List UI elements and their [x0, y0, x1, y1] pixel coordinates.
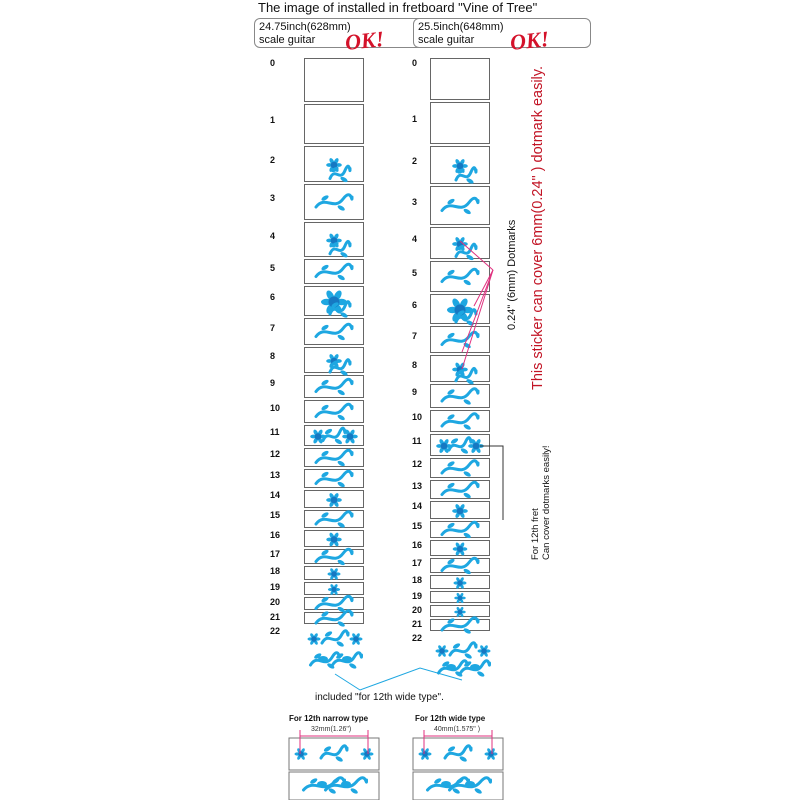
flower-inlay-icon: [454, 592, 465, 603]
fret-number: 21: [270, 612, 281, 622]
left-scale-line1: 24.75inch(628mm): [259, 21, 351, 33]
fret-number: 22: [412, 633, 423, 643]
vine-inlay-icon: [442, 388, 478, 405]
fret-number: 6: [270, 292, 276, 302]
fret-number: 2: [270, 155, 276, 165]
vine-inlay-icon: [442, 269, 478, 286]
fret-number: 5: [412, 267, 418, 278]
fret-number: 13: [412, 480, 423, 491]
flower-inlay-icon: [350, 633, 363, 646]
flower-inlay-icon: [328, 568, 341, 581]
fret-number: 5: [270, 262, 276, 273]
fret-number: 16: [270, 530, 281, 540]
fret-number: 0: [270, 58, 276, 68]
fret-number: 14: [270, 490, 281, 500]
fret-number: 4: [270, 230, 276, 241]
fret-number: 11: [270, 426, 280, 437]
fret-number: 1: [412, 114, 418, 124]
flower-inlay-icon: [478, 645, 491, 658]
right-scale-line1: 25.5inch(648mm): [418, 21, 504, 33]
fret-number: 2: [412, 156, 418, 166]
pointer-line: [335, 668, 462, 690]
fret-number: 13: [270, 469, 281, 480]
fret-number: 12: [270, 448, 281, 459]
fret-number: 10: [270, 402, 281, 413]
fret-number: 8: [412, 359, 418, 370]
left-scale-line2: scale guitar: [259, 34, 316, 46]
vine-inlay-icon: [316, 511, 352, 528]
fret-number: 8: [270, 351, 276, 361]
flower-inlay-icon: [328, 583, 340, 595]
vine-inlay-icon: [316, 450, 352, 467]
flower-inlay-icon: [308, 633, 321, 646]
fret-number: 17: [270, 549, 281, 559]
pointer-line: [480, 446, 503, 520]
left-ok-stamp: OK!: [343, 26, 386, 55]
wide-dimension: 40mm(1.575" ): [434, 726, 481, 733]
flower-inlay-icon: [454, 606, 465, 617]
fret-number: 17: [412, 558, 423, 568]
vine-inlay-icon: [442, 617, 478, 634]
vine-inlay-icon: [322, 630, 348, 647]
fret-number: 19: [412, 591, 423, 601]
fret-number: 18: [270, 566, 281, 576]
vine-inlay-icon: [316, 194, 352, 211]
vine-inlay-icon: [461, 660, 490, 677]
vine-inlay-icon: [449, 437, 471, 454]
twelfth-note-line1: For 12th fret: [530, 508, 541, 560]
fret-number: 1: [270, 115, 276, 125]
fret-number: 9: [412, 387, 418, 397]
right-ok-stamp: OK!: [508, 26, 551, 55]
fret-number: 20: [270, 597, 281, 607]
flower-inlay-icon: [454, 577, 467, 590]
vine-inlay-icon: [316, 264, 352, 281]
fret-number: 15: [270, 510, 281, 520]
twelfth-note-line2: Can cover dotmarks easily!: [541, 445, 552, 560]
fret-number: 18: [412, 575, 423, 585]
fret-number: 12: [412, 459, 423, 469]
fret-number: 16: [412, 540, 423, 550]
included-note: included "for 12th wide type".: [315, 692, 444, 703]
vine-inlay-icon: [316, 471, 352, 488]
vine-inlay-icon: [450, 642, 476, 659]
vine-inlay-icon: [333, 652, 362, 669]
vine-inlay-icon: [442, 198, 478, 215]
vine-inlay-icon: [442, 460, 478, 477]
fret-number: 4: [412, 234, 418, 244]
vine-inlay-icon: [442, 558, 478, 575]
vine-inlay-icon: [316, 379, 352, 396]
vine-inlay-icon: [316, 549, 352, 566]
vine-inlay-icon: [442, 482, 478, 499]
flower-inlay-icon: [326, 532, 341, 547]
fret-number: 7: [270, 322, 276, 333]
narrow-type-label: For 12th narrow type: [289, 714, 369, 723]
flower-inlay-icon: [436, 645, 449, 658]
fret-number: 22: [270, 626, 281, 636]
fret-number: 3: [270, 193, 276, 203]
fret-number: 10: [412, 412, 423, 422]
vine-inlay-icon: [316, 610, 352, 627]
twelfth-fret-note: [530, 445, 552, 560]
dotmarks-note: 0.24" (6mm) Dotmarks: [506, 219, 518, 330]
fret-number: 15: [412, 521, 423, 531]
right-scale-line2: scale guitar: [418, 34, 475, 46]
fret-number: 3: [412, 196, 418, 207]
fret-number: 7: [412, 330, 418, 341]
narrow-dimension: 32mm(1.26"): [311, 726, 352, 733]
wide-type-label: For 12th wide type: [415, 714, 486, 723]
vine-inlay-icon: [316, 324, 352, 341]
vine-inlay-icon: [442, 413, 478, 430]
fret-number: 21: [412, 619, 423, 629]
flower-inlay-icon: [453, 542, 468, 556]
fret-number: 14: [412, 501, 423, 511]
vine-inlay-icon: [316, 404, 352, 421]
vine-inlay-icon: [442, 522, 478, 539]
flower-inlay-icon: [326, 492, 342, 507]
fret-number: 6: [412, 300, 418, 310]
fret-number: 19: [270, 582, 281, 592]
fret-number: 11: [412, 436, 422, 446]
fret-number: 20: [412, 605, 423, 615]
page-title: The image of installed in fretboard "Vine of Tree": [258, 0, 538, 15]
cover-note: This sticker can cover 6mm(0.24" ) dotmark easily.: [530, 66, 546, 390]
vine-inlay-icon: [323, 428, 345, 445]
fret-number: 0: [412, 58, 418, 68]
flower-inlay-icon: [452, 503, 468, 518]
fret-number: 9: [270, 377, 276, 388]
